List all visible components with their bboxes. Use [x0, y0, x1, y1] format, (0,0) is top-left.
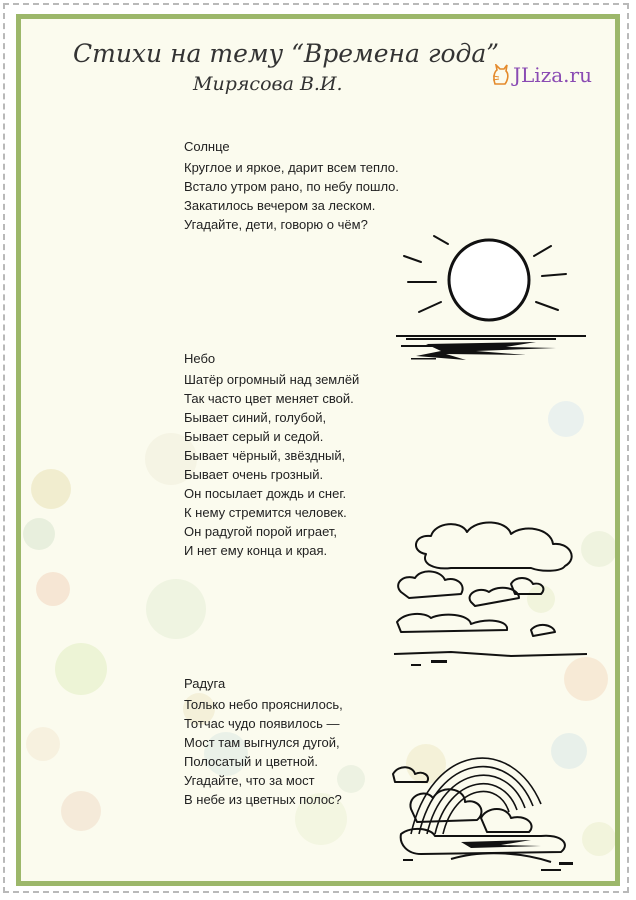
poem-line: Круглое и яркое, дарит всем тепло. — [184, 160, 399, 175]
clouds-illustration — [391, 514, 591, 674]
page-title: Стихи на тему “Времена года” — [73, 39, 500, 68]
sun-illustration — [386, 234, 596, 364]
poem-line: Встало утром рано, по небу пошло. — [184, 179, 400, 194]
poem-line: Мост там выгнулся дугой, — [184, 735, 340, 750]
poem-title: Радуга — [184, 676, 226, 691]
poem-line: Только небо прояснилось, — [184, 697, 343, 712]
poem-line: Бывает очень грозный. — [184, 467, 324, 482]
poem-sky — [184, 349, 359, 560]
poem-line: Бывает синий, голубой, — [184, 410, 327, 425]
poem-title: Солнце — [184, 139, 230, 154]
rainbow-illustration — [391, 714, 591, 879]
poem-rainbow — [184, 674, 343, 809]
logo-text: JLiza.ru — [513, 63, 592, 87]
poem-line: Закатилось вечером за леском. — [184, 198, 376, 213]
poem-line: Угадайте, что за мост — [184, 773, 315, 788]
poem-line: Шатёр огромный над землёй — [184, 372, 360, 387]
poem-line: К нему стремится человек. — [184, 505, 347, 520]
poem-line: Бывает серый и седой. — [184, 429, 324, 444]
poem-line: В небе из цветных полос? — [184, 792, 342, 807]
poem-line: И нет ему конца и края. — [184, 543, 328, 558]
cat-logo-icon — [491, 64, 511, 86]
site-logo[interactable] — [491, 63, 592, 87]
poem-line: Бывает чёрный, звёздный, — [184, 448, 346, 463]
poem-line: Тотчас чудо появилось — — [184, 716, 340, 731]
poem-line: Он радугой порой играет, — [184, 524, 337, 539]
worksheet-page — [16, 14, 620, 886]
poem-title: Небо — [184, 351, 216, 366]
poem-line: Полосатый и цветной. — [184, 754, 318, 769]
poem-line: Угадайте, дети, говорю о чём? — [184, 217, 368, 232]
poem-line: Так часто цвет меняет свой. — [184, 391, 354, 406]
author-name: Мирясова В.И. — [193, 73, 343, 95]
poem-line: Он посылает дождь и снег. — [184, 486, 347, 501]
poem-sun — [184, 137, 399, 234]
